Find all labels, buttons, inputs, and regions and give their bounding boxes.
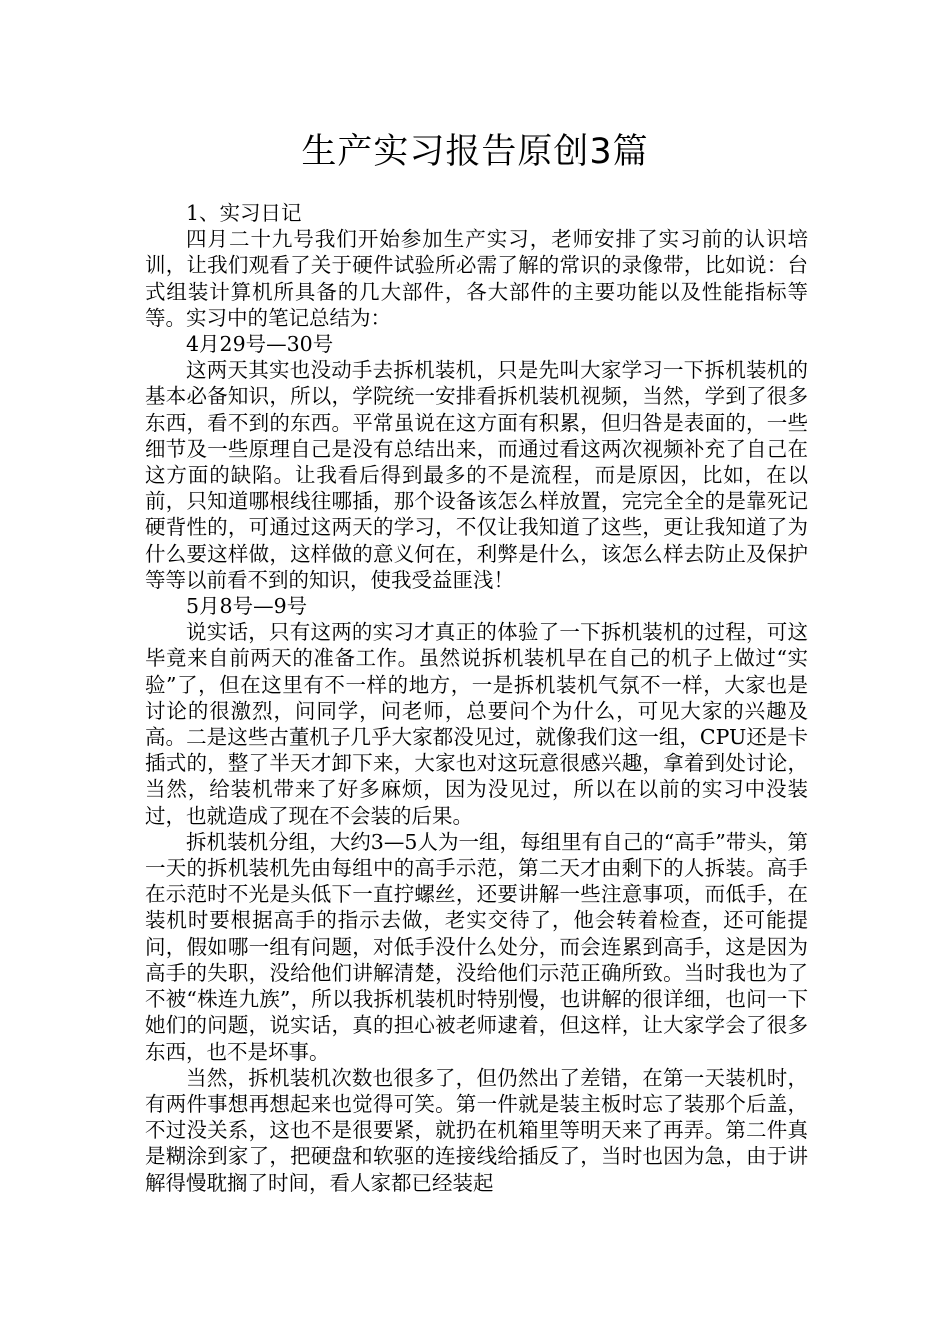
document-title: 生产实习报告原创3篇 [301, 132, 649, 172]
date-heading-april: 4月29号—30号 [186, 332, 334, 357]
paragraph-intro: 四月二十九号我们开始参加生产实习，老师安排了实习前的认识培训，让我们观看了关于硬件试验所必需了解的常识的录像带，比如说：台式组装计算机所具备的几大部件，各大部件的主要功能以及性能指标等等。实习中的笔记总结为： [145, 227, 808, 330]
document-body [145, 200, 808, 1196]
paragraph-april: 这两天其实也没动手去拆机装机，只是先叫大家学习一下拆机装机的基本必备知识，所以，学院统一安排看拆机装机视频，当然，学到了很多东西，看不到的东西。平常虽说在这方面有积累，但归咎是表面的，一些细节及一些原理自己是没有总结出来，而通过看这两次视频补充了自己在这方面的缺陷。让我看后得到最多的不是流程，而是原因，比如，在以前，只知道哪根线往哪插，那个设备该怎么样放置，完完全全的是靠死记硬背性的，可通过这两天的学习，不仅让我知道了这些，更让我知道了为什么要这样做，这样做的意义何在，利弊是什么，该怎么样去防止及保护等等以前看不到的知识，使我受益匪浅！ [145, 358, 808, 592]
paragraph-may: 说实话，只有这两的实习才真正的体验了一下拆机装机的过程，可这毕竟来自前两天的准备工作。虽然说拆机装机早在自己的机子上做过“实验”了，但在这里有不一样的地方，一是拆机装机气氛不一样，大家也是讨论的很激烈，问同学，问老师，总要问个为什么，可见大家的兴趣及高。二是这些古董机子几乎大家都没见过，就像我们这一组，CPU还是卡插式的，整了半天才卸下来，大家也对这玩意很感兴趣，拿着到处讨论，当然，给装机带来了好多麻烦，因为没见过，所以在以前的实习中没装过，也就造成了现在不会装的后果。 [145, 620, 808, 828]
date-heading-may: 5月8号—9号 [186, 594, 308, 619]
paragraph-groups: 拆机装机分组，大约3—5人为一组，每组里有自己的“高手”带头，第一天的拆机装机先由每组中的高手示范，第二天才由剩下的人拆装。高手在示范时不光是头低下一直拧螺丝，还要讲解一些注意事项，而低手，在装机时要根据高手的指示去做，老实交待了，他会转着检查，还可能提问，假如哪一组有问题，对低手没什么处分，而会连累到高手，这是因为高手的失职，没给他们讲解清楚，没给他们示范正确所致。当时我也为了不被“株连九族”，所以我拆机装机时特别慢，也讲解的很详细，也问一下她们的问题，说实话，真的担心被老师逮着，但这样，让大家学会了很多东西，也不是坏事。 [145, 829, 808, 1064]
paragraph-mistakes: 当然，拆机装机次数也很多了，但仍然出了差错，在第一天装机时，有两件事想再想起来也觉得可笑。第一件就是装主板时忘了装那个后盖，不过没关系，这也不是很要紧，就扔在机箱里等明天来了再弄。第二件真是糊涂到家了，把硬盘和软驱的连接线给插反了，当时也因为急，由于讲解得慢耽搁了时间，看人家都已经装起 [145, 1065, 808, 1195]
section-heading-diary: 1、实习日记 [186, 201, 302, 225]
